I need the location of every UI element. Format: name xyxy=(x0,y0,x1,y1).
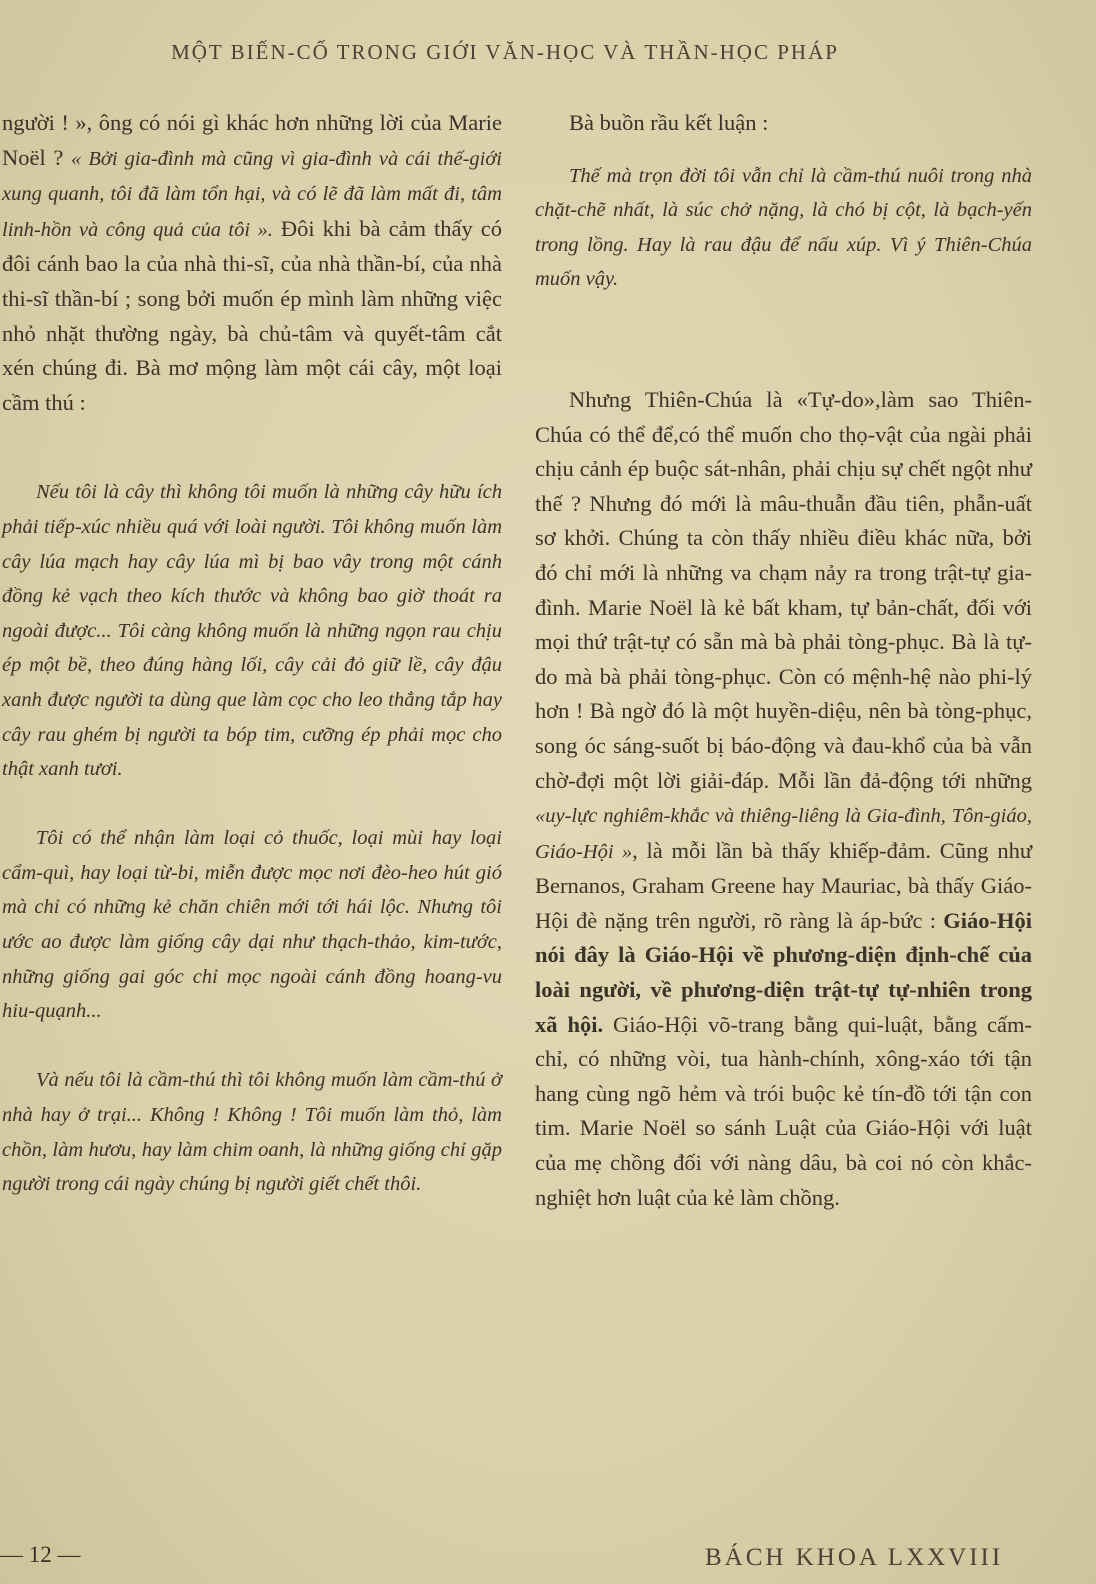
paragraph-text: người ! », ông có nói gì khác hơn những lời của Marie Noël ? xyxy=(2,110,502,170)
paragraph-text: , là mỗi lần bà thấy khiếp-đảm. Cũng như Bernanos, Graham Greene hay Mauriac, bà thấy Giáo-Hội đè nặng trên người, rõ ràng là áp-bức : xyxy=(535,837,1033,933)
inline-quote: « Bởi gia-đình mà cũng vì gia-đình và cái thế-giới xung quanh, tôi đã làm tổn hại, và có lẽ đã làm mất đi, tâm linh-hồn và công quả của tôi ». xyxy=(2,147,502,241)
paragraph-text: Giáo-Hội võ-trang bằng qui-luật, bằng cấm-chỉ, có những vòi, tua hành-chính, xông-xáo tới tận hang cùng ngõ hẻm và trói buộc kẻ tín-đồ tới tận con tim. Marie Noël so sánh Luật của Giáo-Hội với luật của mẹ chồng đối với nàng dâu, bà coi nó còn khắc-nghiệt hơn luật của kẻ làm chồng. xyxy=(535,1011,1032,1210)
paragraph-text: Đôi khi bà cảm thấy có đôi cánh bao la của nhà thi-sĩ, của nhà thần-bí, của nhà thi-sĩ thần-bí ; song bởi muốn ép mình làm những việc nhỏ nhặt thường ngày, bà chủ-tâm và quyết-tâm cắt xén chúng đi. Bà mơ mộng làm một cái cây, một loại cầm thú : xyxy=(2,215,502,415)
paragraph xyxy=(2,106,502,420)
inline-quote: «uy-lực nghiêm-khắc và thiêng-liêng là Gia-đình, Tôn-giáo, Giáo-Hội » xyxy=(535,805,1032,863)
block-quote: Nếu tôi là cây thì không tôi muốn là những cây hữu ích phải tiếp-xúc nhiều quá với loài người. Tôi không muốn làm cây lúa mạch hay cây lúa mì bị bao vây trong một cánh đồng kẻ vạch theo kích thước và không bao giờ thoát ra ngoài được... Tôi càng không muốn là những ngọn rau chịu ép một bề, theo đúng hàng lối, cây cải đỏ giữ lề, cây đậu xanh được người ta dùng que làm cọc cho leo thẳng tắp hay cây rau ghém bị người ta bóp tim, cưỡng ép phải mọc cho thật xanh tươi. xyxy=(2,481,502,781)
paragraph-text: Nhưng Thiên-Chúa là «Tự-do»,làm sao Thiên-Chúa có thể để,có thể muốn cho thọ-vật của ngài phải chịu cảnh ép buộc sát-nhân, phải chịu sự chết ngột như thế ? Nhưng đó mới là mâu-thuẫn đầu tiên, phẫn-uất sơ khởi. Chúng ta còn thấy nhiều điều khác nữa, bởi đó chỉ mới là những va chạm nảy ra trong trật-tự gia-đình. Marie Noël là kẻ bất kham, tự bản-chất, đối với mọi thứ trật-tự có sẵn mà bà phải tòng-phục. Bà là tự-do mà bà phải tòng-phục. Còn có mệnh-hệ nào phi-lý hơn ! Bà ngờ đó là một huyền-diệu, nên bà tòng-phục, song óc sáng-suốt bị báo-động và đau-khổ của bà vẫn chờ-đợi một lời giải-đáp. Mỗi lần đả-động tới những xyxy=(535,386,1032,793)
block-quote: Tôi có thể nhận làm loại cỏ thuốc, loại mùi hay loại cẩm-quì, hay loại từ-bi, miễn được mọc nơi đèo-heo hút gió mà chỉ có những kẻ chăn chiên mới tới hái lộc. Nhưng tôi ước ao được làm giống cây dại như thạch-thảo, kim-tước, những giống gai góc chỉ mọc ngoài cánh đồng hoang-vu hiu-quạnh... xyxy=(2,827,502,1023)
page-number: — 12 — xyxy=(0,1542,81,1567)
block-quote: Và nếu tôi là cầm-thú thì tôi không muốn làm cầm-thú ở nhà hay ở trại... Không ! Không ! Tôi muốn làm thỏ, làm chồn, làm hươu, hay làm chim oanh, là những giống chỉ gặp người trong cái ngày chúng bị người giết chết thôi. xyxy=(2,1069,502,1196)
left-column xyxy=(2,106,502,1202)
paragraph: Bà buồn rầu kết luận : xyxy=(569,110,769,135)
bold-text: Giáo-Hội nói đây là Giáo-Hội về phương-diện định-chế của loài người, về phương-diện trật-tự tự-nhiên trong xã hội. xyxy=(535,907,1032,1037)
running-head: MỘT BIẾN-CỐ TRONG GIỚI VĂN-HỌC VÀ THẦN-HỌC PHÁP xyxy=(171,40,839,64)
right-column xyxy=(535,106,1032,1215)
block-quote: Thế mà trọn đời tôi vẫn chỉ là cầm-thú nuôi trong nhà chặt-chẽ nhất, là súc chở nặng, là chó bị cột, là bạch-yến trong lồng. Hay là rau đậu để nấu xúp. Vì ý Thiên-Chúa muốn vậy. xyxy=(535,164,1032,291)
paragraph xyxy=(535,383,1032,1215)
journal-name: BÁCH KHOA LXXVIII xyxy=(705,1544,1004,1571)
